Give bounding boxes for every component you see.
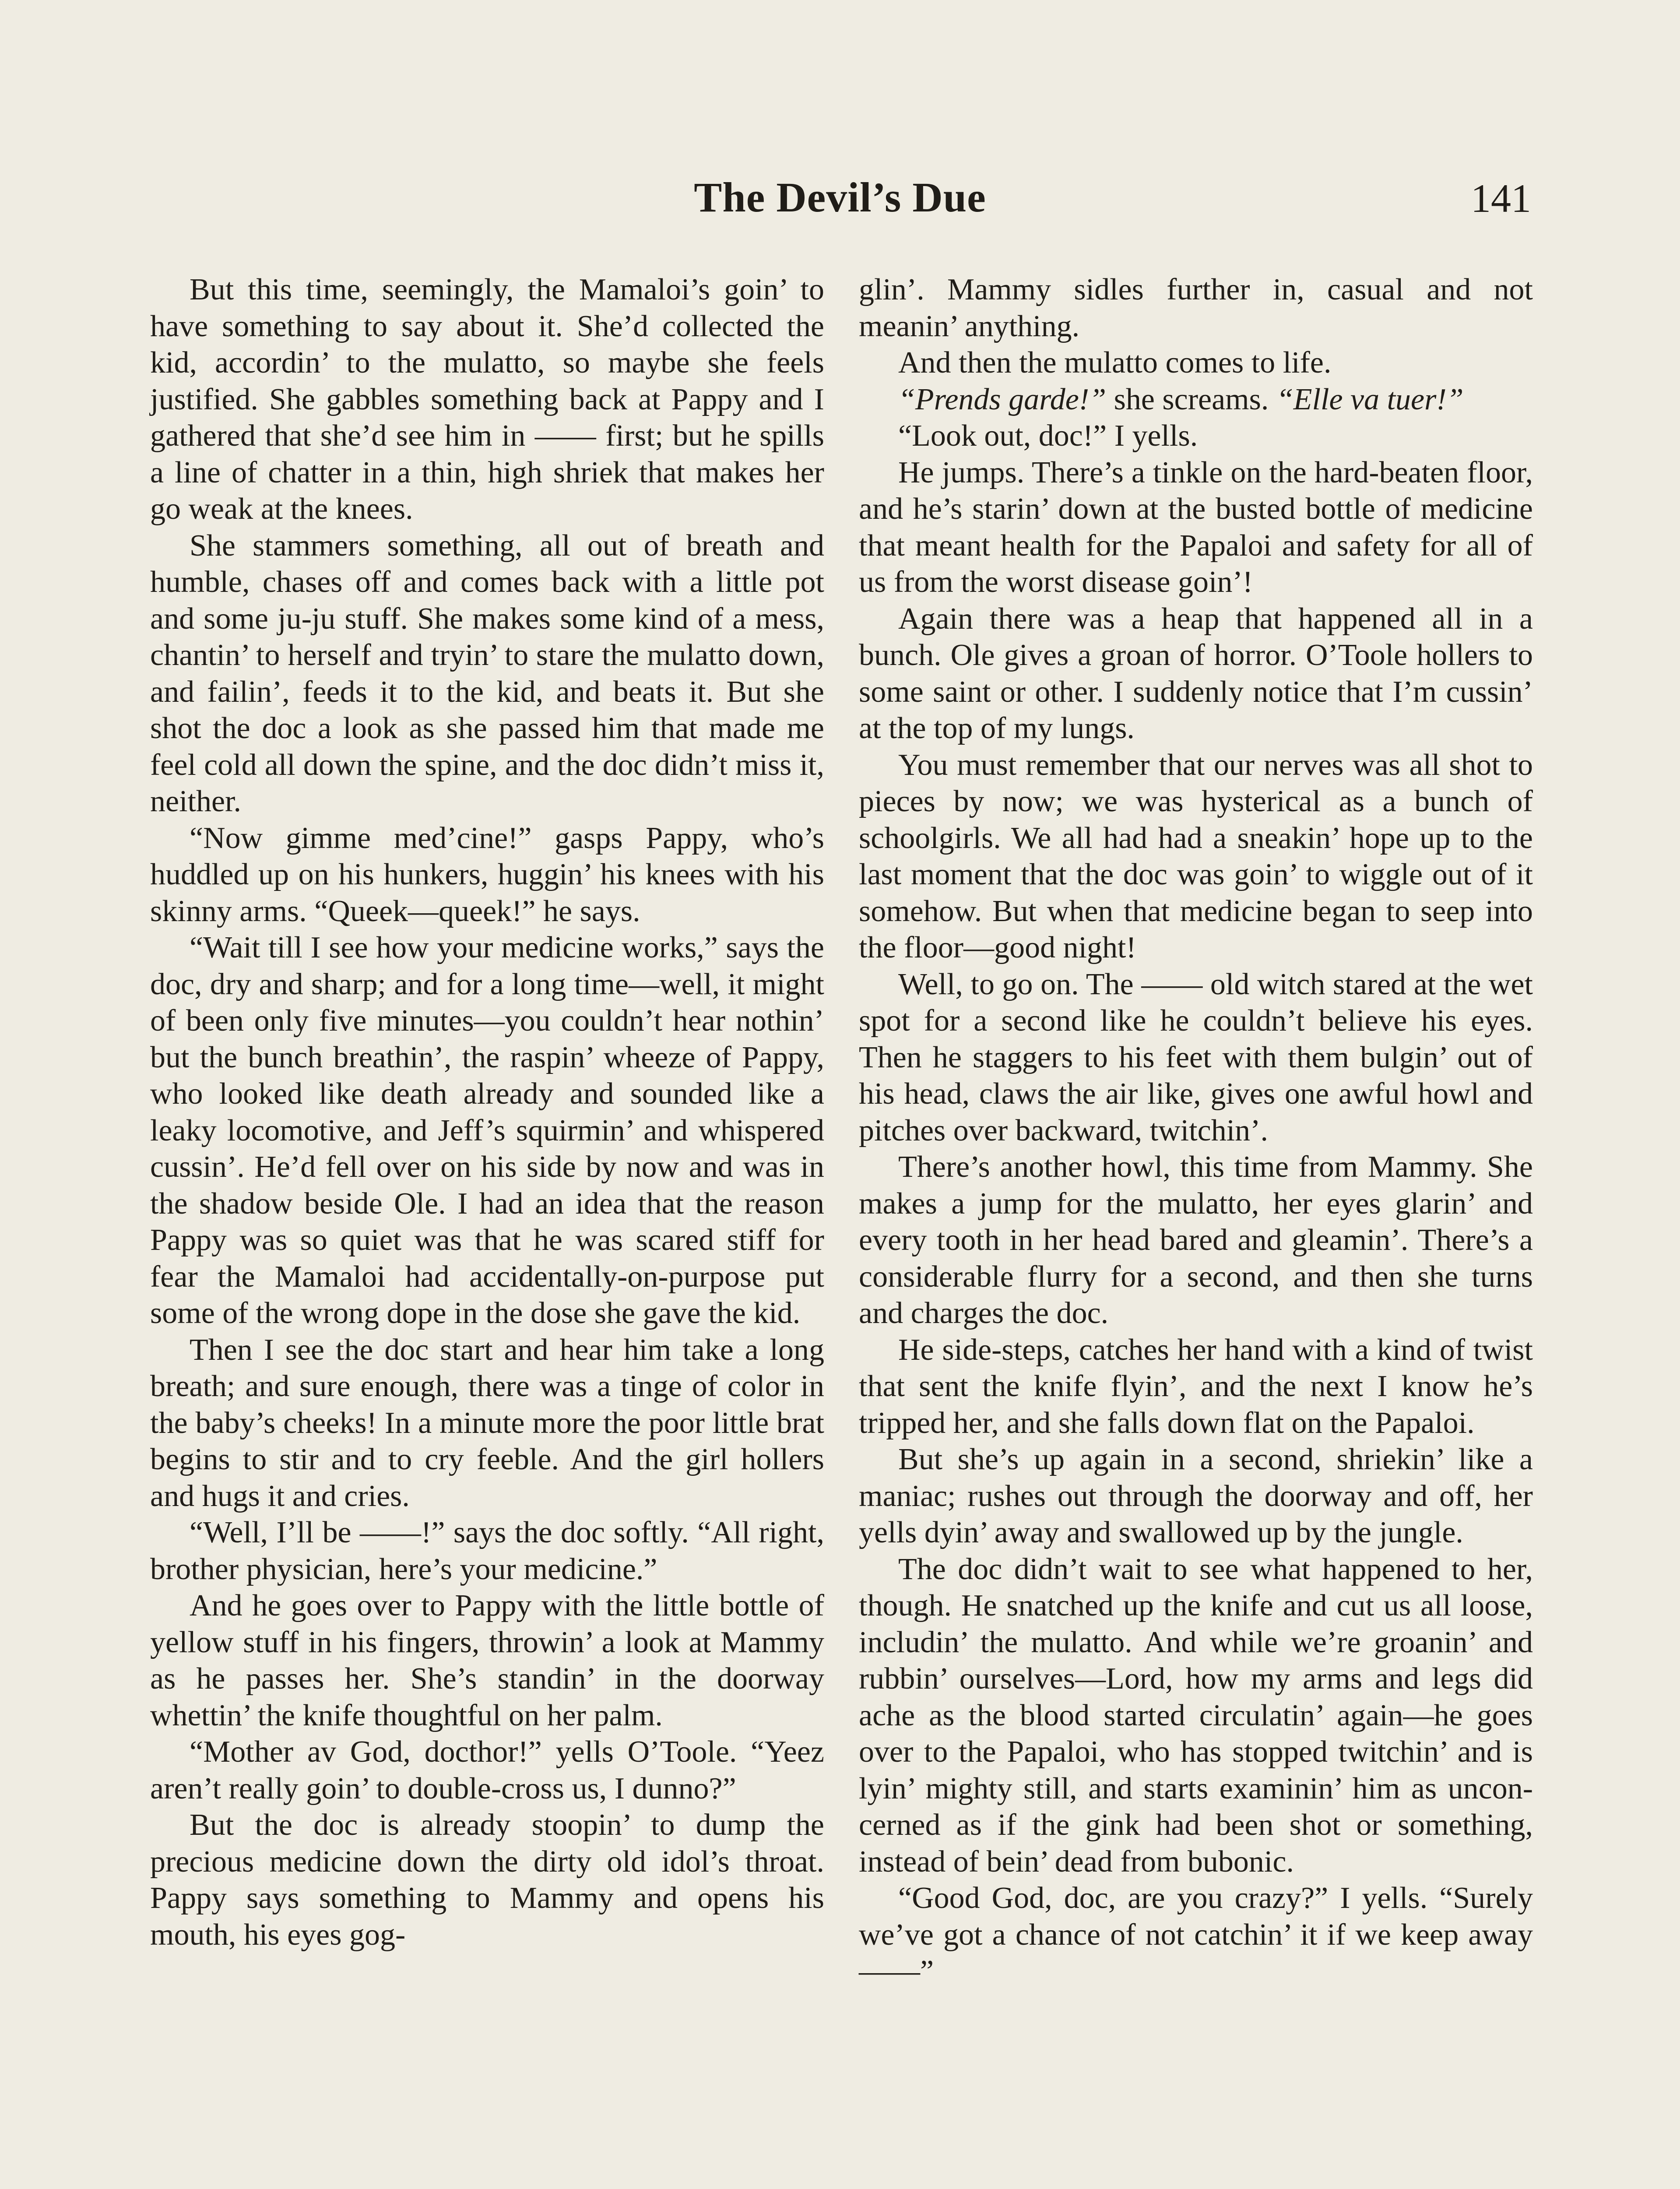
french-quote: “Prends garde!”	[898, 382, 1107, 416]
paragraph: But she’s up again in a second, shriekin’ like a maniac; rushes out through the doorway and off, her yells dyin’ away and swallowed up by the jungle.	[859, 1443, 1533, 1549]
paragraph: There’s another howl, this time from Mammy. She makes a jump for the mulatto, her eyes glarin’ and every tooth in her head bared and gleamin’. There’s a considerable flurry for a second, and then she turns and charges the doc.	[859, 1150, 1533, 1330]
paragraph: “Look out, doc!” I yells.	[898, 419, 1198, 453]
page-number: 141	[1471, 176, 1531, 221]
paragraph: “Wait till I see how your medicine works,” says the doc, dry and sharp; and for a long time—well, it might of been only five minutes—you couldn’t hear nothin’ but the bunch breathin’, the raspin’ wheeze of Pappy, who looked like death already and sounded like a leaky locomotive, and Jeff’s squirmin’ and whispered cussin’. He’d fell over on his side by now and was in the shadow beside Ole. I had an idea that the reason Pappy was so quiet was that he was scared stiff for fear the Mamaloi had accidentally-on-purpose put some of the wrong dope in the dose she gave the kid.	[150, 931, 824, 1330]
paragraph: Well, to go on. The —— old witch stared at the wet spot for a second like he couldn’t believe his eyes. Then he staggers to his feet with them bulgin’ out of his head, claws the air like, gives one awful howl and pitches over backward, twitchin’.	[859, 967, 1533, 1147]
paragraph: And then the mulatto comes to life.	[898, 346, 1332, 380]
continued-paragraph: glin’. Mammy sidles further in, casual and not meanin’ anything.	[859, 273, 1533, 343]
paragraph: She stammers something, all out of breath and humble, chases off and comes back with a little pot and some ju-ju stuff. She makes some kind of a mess, chantin’ to herself and tryin’ to stare the mulatto down, and failin’, feeds it to the kid, and beats it. But she shot the doc a look as she passed him that made me feel cold all down the spine, and the doc didn’t miss it, neither.	[150, 528, 824, 818]
paragraph: Then I see the doc start and hear him take a long breath; and sure enough, there was a tinge of color in the baby’s cheeks! In a minute more the poor little brat begins to stir and to cry feeble. And the girl hollers and hugs it and cries.	[150, 1333, 824, 1513]
paragraph: “Mother av God, docthor!” yells O’Toole. “Yeez aren’t really goin’ to double-cross us, I dunno?”	[150, 1735, 824, 1805]
paragraph: “Well, I’ll be ——!” says the doc softly. “All right, brother physician, here’s your medicine.”	[150, 1516, 824, 1586]
paragraph: He jumps. There’s a tinkle on the hard-beaten floor, and he’s starin’ down at the busted bottle of medicine that meant health for the Papaloi and safety for all of us from the worst disease goin’!	[859, 455, 1533, 599]
paragraph: “Good God, doc, are you crazy?” I yells. “Surely we’ve got a chance of not catchin’ it if we keep away——”	[859, 1881, 1533, 1988]
french-quote: “Elle va tuer!”	[1276, 382, 1464, 416]
paragraph-french-warning	[859, 381, 1533, 418]
paragraph: Again there was a heap that happened all in a bunch. Ole gives a groan of horror. O’Toole hollers to some saint or other. I suddenly notice that I’m cussin’ at the top of my lungs.	[859, 602, 1533, 745]
paragraph: The doc didn’t wait to see what happened to her, though. He snatched up the knife and cut us all loose, includin’ the mulatto. And while we’re groanin’ and rubbin’ ourselves—Lord, how my arms and legs did ache as the blood started circulatin’ again—he goes over to the Papaloi, who has stopped twitchin’ and is lyin’ mighty still, and starts examinin’ him as unconcerned as if the gink had been shot or something, instead of bein’ dead from bubonic.	[859, 1552, 1533, 1879]
paragraph-text: she screams.	[1106, 382, 1276, 416]
paragraph: But the doc is already stoopin’ to dump the precious medicine down the dirty old idol’s throat. Pappy says something to Mammy and opens his mouth, his eyes gog-	[150, 1808, 824, 1952]
running-title: The Devil’s Due	[694, 174, 986, 221]
paragraph: He side-steps, catches her hand with a kind of twist that sent the knife flyin’, and the next I know he’s tripped her, and she falls down flat on the Papaloi.	[859, 1333, 1533, 1440]
paragraph: But this time, seemingly, the Mamaloi’s goin’ to have something to say about it. She’d collected the kid, accordin’ to the mulatto, so maybe she feels justified. She gabbles something back at Pappy and I gathered that she’d see him in —— first; but he spills a line of chatter in a thin, high shriek that makes her go weak at the knees.	[150, 273, 824, 526]
paragraph: “Now gimme med’cine!” gasps Pappy, who’s huddled up on his hunkers, huggin’ his knees with his skinny arms. “Queek—queek!” he says.	[150, 821, 824, 928]
right-column	[859, 271, 1533, 1990]
paragraph: You must remember that our nerves was all shot to pieces by now; we was hysterical as a bunch of schoolgirls. We all had had a sneakin’ hope up to the last moment that the doc was goin’ to wiggle out of it somehow. But when that medicine began to seep into the floor—good night!	[859, 748, 1533, 964]
left-column	[150, 271, 824, 1953]
paragraph: And he goes over to Pappy with the little bottle of yellow stuff in his fingers, throwin’ a look at Mammy as he passes her. She’s standin’ in the doorway whettin’ the knife thoughtful on her palm.	[150, 1589, 824, 1732]
